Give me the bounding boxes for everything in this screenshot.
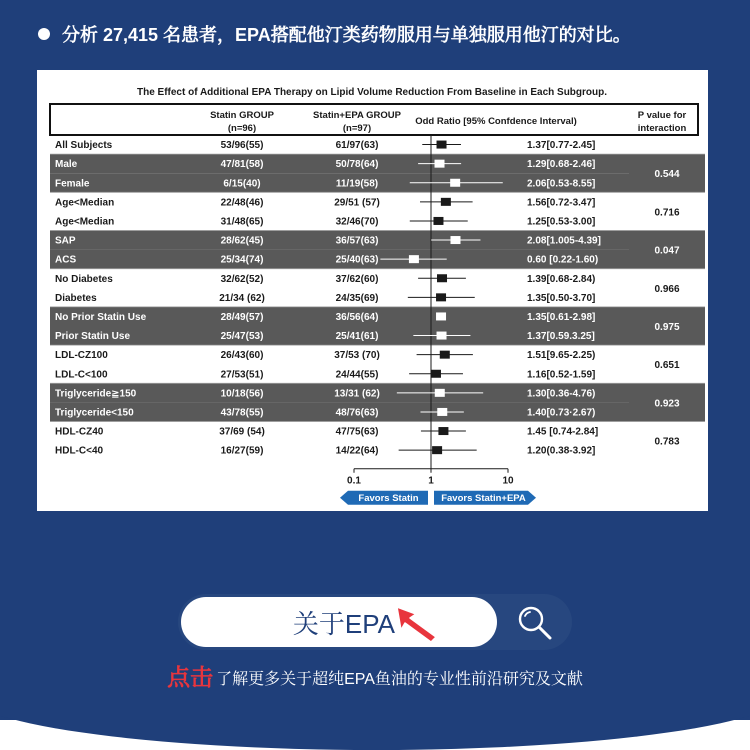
chart-title: The Effect of Additional EPA Therapy on Lipid Volume Reduction From Baseline in Each Subgroup. [136,87,608,98]
p-value: 0.966 [654,283,680,295]
or-value: 1.29[0.68-2.46] [527,159,596,171]
cta-description: 了解更多关于超纯EPA鱼油的专业性前沿研究及文献 [216,671,583,688]
epa-count: 48/76(63) [335,407,379,419]
statin-count: 10/18(56) [220,388,264,400]
row-label: Diabetes [55,292,97,304]
p-value: 0.047 [654,245,680,257]
or-value: 1.35[0.61-2.98] [527,311,596,323]
x-tick-label: 0.1 [347,475,361,487]
or-value: 1.35[0.50-3.70] [527,292,596,304]
search-icon[interactable] [516,604,554,642]
or-marker [437,332,447,340]
row-label: LDL-CZ100 [55,350,108,362]
or-marker [437,408,447,416]
row-label: Age<Median [55,216,115,228]
epa-count: 24/35(69) [335,292,379,304]
statin-count: 28/49(57) [220,311,264,323]
statin-count: 22/48(46) [220,197,264,209]
row-label: Male [55,159,78,171]
or-marker [437,141,447,149]
row-label: Triglyceride≧150 [55,388,137,400]
or-value: 1.25[0.53-3.00] [527,216,596,228]
epa-count: 25/41(61) [335,331,379,343]
x-tick-label: 10 [502,475,514,487]
statin-count: 16/27(59) [220,445,264,457]
p-value: 0.716 [654,207,680,219]
statin-count: 43/78(55) [220,407,264,419]
epa-count: 14/22(64) [335,445,379,457]
row-label: Triglyceride<150 [55,407,134,419]
or-value: 1.16[0.52-1.59] [527,369,596,381]
or-value: 0.60 [0.22-1.60) [527,254,599,266]
epa-count: 13/31 (62) [334,388,380,400]
statin-count: 37/69 (54) [219,426,265,438]
statin-count: 25/34(74) [220,254,264,266]
bullet-dot [38,28,50,40]
p-value: 0.975 [654,322,680,333]
statin-count: 26/43(60) [220,350,264,362]
epa-count: 25/40(63) [335,254,379,266]
or-marker [450,179,460,187]
or-marker [437,274,447,282]
epa-count: 36/57(63) [335,235,379,247]
header-p-value: P value for [637,110,687,121]
epa-count: 47/75(63) [335,426,379,438]
or-value: 1.45 [0.74-2.84] [527,426,599,438]
statin-count: 25/47(53) [220,331,264,343]
or-value: 1.56[0.72-3.47] [527,197,596,209]
or-value: 1.30[0.36-4.76) [527,388,596,400]
statin-count: 21/34 (62) [219,292,265,304]
epa-count: 24/44(55) [335,369,379,381]
header-statin-n: (n=96) [227,123,257,134]
x-tick-label: 1 [428,475,434,487]
epa-count: 11/19(58) [335,178,379,190]
p-value: 0.651 [654,360,680,372]
statin-count: 53/96(55) [220,140,264,152]
or-value: 1.37[0.59.3.25] [527,331,595,343]
statin-count: 27/53(51) [220,369,264,381]
headline [38,22,631,46]
or-marker [450,236,460,244]
or-marker [435,160,445,168]
header-epa: Statin+EPA GROUP [313,110,401,121]
or-marker [438,427,448,435]
row-label: HDL-C<40 [55,445,104,457]
epa-count: 37/53 (70) [334,350,380,362]
statin-count: 31/48(65) [220,216,264,228]
p-value: 0.783 [654,436,680,448]
or-value: 2.08[1.005-4.39] [527,235,601,247]
cursor-arrow-icon [394,604,440,644]
row-label: No Diabetes [55,273,113,285]
or-marker [436,312,446,320]
or-marker [441,198,451,206]
header-epa-n: (n=97) [342,123,372,134]
headline-text: 分析 27,415 名患者，EPA搭配他汀类药物服用与单独服用他汀的对比。 [62,25,631,45]
statin-count: 6/15(40) [223,178,261,190]
or-value: 1.39[0.68-2.84) [527,273,596,285]
or-marker [440,351,450,359]
header-p-interaction: interaction [637,123,687,134]
row-label: ACS [55,254,77,266]
epa-count: 37/62(60) [335,273,379,285]
statin-count: 32/62(52) [220,273,264,285]
row-label: No Prior Statin Use [55,311,147,323]
or-marker [436,293,446,301]
row-label: Prior Statin Use [55,331,131,343]
epa-count: 36/56(64) [335,311,379,323]
or-marker [431,370,441,378]
row-label: HDL-CZ40 [55,426,104,438]
epa-count: 61/97(63) [335,140,379,152]
forest-plot [37,70,708,511]
or-value: 1.37[0.77-2.45] [527,140,596,152]
p-value: 0.544 [654,169,680,181]
or-value: 1.20(0.38-3.92] [527,445,596,457]
epa-count: 29/51 (57) [334,197,380,209]
header-odds-ratio: Odd Ratio [95% Confdence Interval) [415,116,577,127]
row-label: All Subjects [55,140,113,152]
or-marker [432,446,442,454]
statin-count: 28/62(45) [220,235,264,247]
search-text[interactable]: 关于EPA [292,608,395,639]
or-value: 2.06[0.53-8.55] [527,178,596,190]
row-label: Age<Median [55,197,115,209]
cta-click-label[interactable]: 点击 [167,664,214,690]
row-label: Female [55,178,90,190]
statin-count: 47/81(58) [220,159,264,171]
epa-count: 50/78(64) [335,159,379,171]
header-statin: Statin GROUP [210,110,274,121]
or-value: 1.40[0.73·2.67) [527,407,596,419]
p-value: 0.923 [654,398,680,410]
epa-count: 32/46(70) [335,216,379,228]
or-marker [433,217,443,225]
row-label: LDL-C<100 [55,369,108,381]
favors-right-label: Favors Statin+EPA [441,493,526,505]
or-value: 1.51[9.65-2.25) [527,350,596,362]
row-label: SAP [55,235,76,247]
cta-line [0,662,750,692]
forest-plot-card [37,70,708,511]
or-marker [435,389,445,397]
or-marker [409,255,419,263]
favors-left-label: Favors Statin [358,493,419,505]
